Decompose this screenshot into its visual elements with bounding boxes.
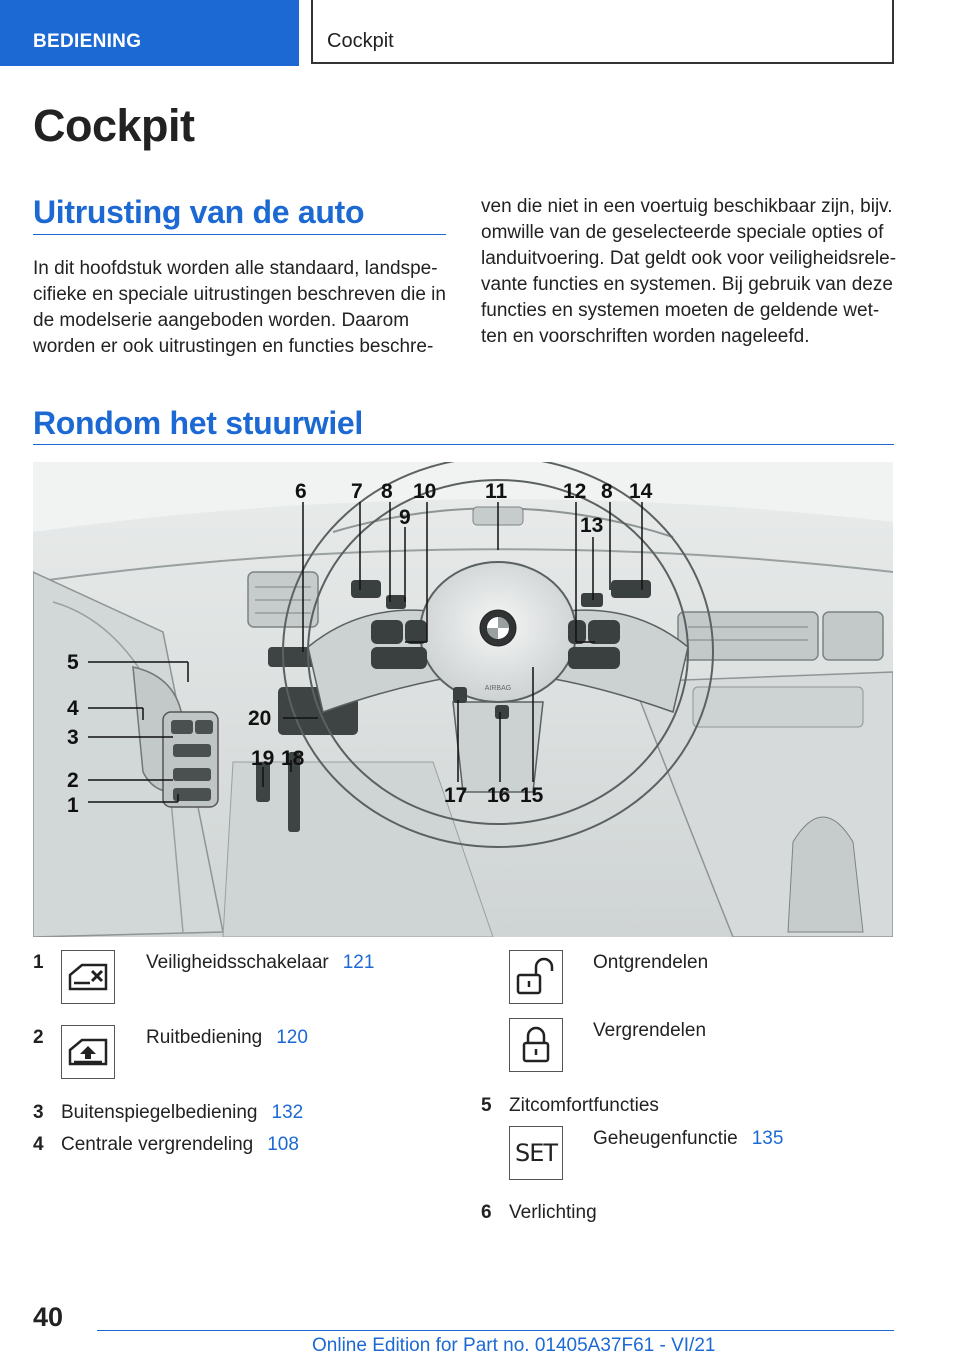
callout-7: 7 bbox=[351, 480, 363, 503]
legend-item-seat-comfort: Zitcomfortfuncties bbox=[509, 1095, 659, 1116]
page-reference-link[interactable]: 135 bbox=[751, 1128, 784, 1149]
header-chapter-box bbox=[311, 0, 894, 64]
section-title-equipment: Uitrusting van de auto bbox=[33, 194, 365, 230]
legend-number: 3 bbox=[33, 1102, 44, 1123]
callout-1: 1 bbox=[67, 794, 79, 817]
legend-label: Veiligheidsschakelaar bbox=[146, 952, 329, 973]
memory-set-icon bbox=[509, 1126, 563, 1180]
callout-6: 6 bbox=[295, 480, 307, 503]
header-section-label: BEDIENING bbox=[33, 31, 142, 52]
legend-label: Geheugenfunctie bbox=[593, 1128, 738, 1149]
cockpit-drawing bbox=[33, 462, 893, 937]
callout-10: 10 bbox=[413, 480, 437, 503]
memory-set-icon-text: SET bbox=[514, 1139, 558, 1167]
page-reference-link[interactable]: 132 bbox=[271, 1102, 304, 1123]
callout-20: 20 bbox=[248, 707, 272, 730]
callout-16: 16 bbox=[487, 784, 511, 807]
legend-number: 2 bbox=[33, 1027, 44, 1048]
callout-15: 15 bbox=[520, 784, 544, 807]
callout-8-left: 8 bbox=[381, 480, 393, 503]
legend-label: Centrale vergrendeling bbox=[61, 1134, 254, 1155]
lock-icon bbox=[509, 1018, 563, 1072]
window-control-icon bbox=[61, 1025, 115, 1079]
legend-number: 1 bbox=[33, 952, 44, 973]
legend-label: Ruitbediening bbox=[146, 1027, 263, 1048]
unlock-icon bbox=[509, 950, 563, 1004]
legend-item-window-control bbox=[146, 1027, 308, 1049]
footer-rule bbox=[97, 1330, 894, 1331]
section-title-steering-wheel: Rondom het stuurwiel bbox=[33, 405, 364, 441]
page-reference-link[interactable]: 121 bbox=[342, 952, 375, 973]
callout-2: 2 bbox=[67, 769, 79, 792]
legend-item-mirror-control bbox=[61, 1102, 303, 1124]
legend-label: Buitenspiegelbediening bbox=[61, 1102, 258, 1123]
header-chapter-label: Cockpit bbox=[327, 30, 394, 52]
legend-label-unlock: Ontgrendelen bbox=[593, 952, 709, 973]
cockpit-illustration bbox=[33, 462, 893, 937]
page-reference-link[interactable]: 108 bbox=[267, 1134, 299, 1155]
legend-item-memory bbox=[593, 1128, 783, 1150]
callout-14: 14 bbox=[629, 480, 653, 503]
callout-5: 5 bbox=[67, 651, 79, 674]
legend-item-central-locking bbox=[61, 1134, 299, 1156]
callout-3: 3 bbox=[67, 726, 79, 749]
callout-4: 4 bbox=[67, 697, 79, 720]
callout-13: 13 bbox=[580, 514, 604, 537]
callout-11: 11 bbox=[485, 480, 508, 503]
callout-9: 9 bbox=[399, 506, 411, 529]
callout-8-right: 8 bbox=[601, 480, 613, 503]
intro-paragraph-col2: ven die niet in een voertuig beschikbaar zijn, bijv. omwille van de geselecteerde speciale opties of landuitvoering. Dat geldt ook voor veiligheidsrele- vante functies en systemen. Bij gebruik van deze functies en systemen moeten de geldende wet- ten en voorschriften worden nageleefd. bbox=[481, 196, 897, 347]
footer-edition-text: Online Edition for Part no. 01405A37F61 - VI/21 bbox=[312, 1335, 716, 1356]
legend-label-lock: Vergrendelen bbox=[593, 1020, 707, 1041]
callout-18: 18 bbox=[281, 747, 305, 770]
legend-number: 4 bbox=[33, 1134, 44, 1155]
callout-17: 17 bbox=[444, 784, 468, 807]
legend-item-lighting: Verlichting bbox=[509, 1202, 597, 1223]
callout-19: 19 bbox=[251, 747, 275, 770]
legend-number: 5 bbox=[481, 1095, 492, 1116]
window-safety-switch-icon bbox=[61, 950, 115, 1004]
legend-item-safety-switch bbox=[146, 952, 374, 974]
legend-number: 6 bbox=[481, 1202, 492, 1223]
header-section-tab bbox=[0, 0, 299, 66]
page-title: Cockpit bbox=[33, 100, 195, 151]
page-number: 40 bbox=[33, 1302, 64, 1332]
callout-12: 12 bbox=[563, 480, 587, 503]
page-reference-link[interactable]: 120 bbox=[276, 1027, 308, 1048]
airbag-badge: AIRBAG bbox=[484, 685, 512, 692]
section-rule bbox=[33, 444, 894, 445]
intro-paragraph-col1: In dit hoofdstuk worden alle standaard, landspe- cifieke en speciale uitrustingen beschreven die in de modelserie aangeboden worden. Daarom worden er ook uitrustingen en functies beschre- bbox=[33, 258, 446, 357]
section-rule bbox=[33, 234, 446, 235]
